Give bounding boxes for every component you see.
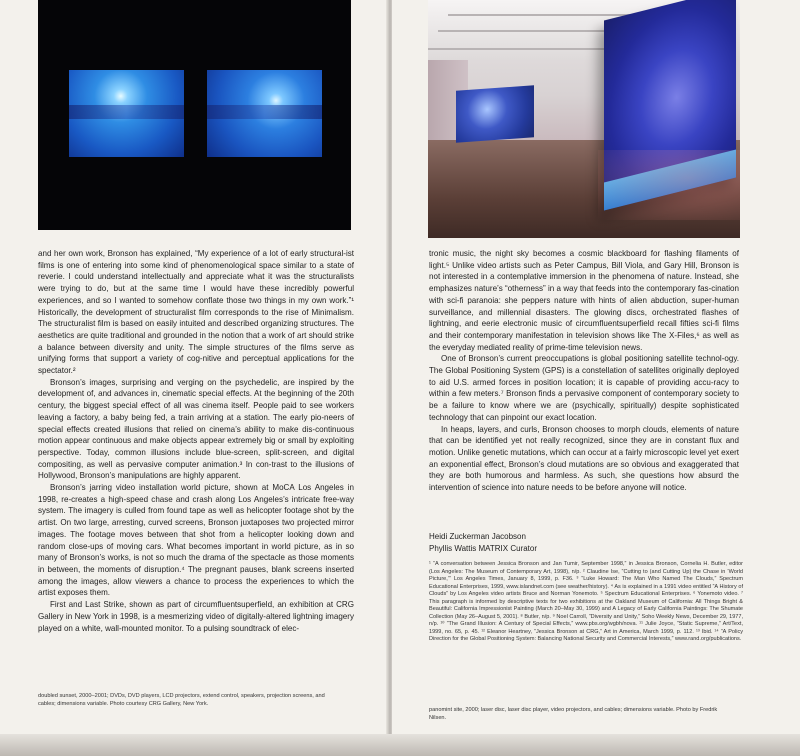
- footnotes: ¹ “A conversation between Jessica Bronson and Jan Tumir, September 1998,” in Jessica Bronson, Cornelia H. Butler, editor (Los Angeles: The Museum of Contemporary Art, 1998), n/p. ² Claudine Ise, “Cutting to (and Cutting Up) the Chase in ‘World Picture,’” Los Angeles Times, January 8, 1999, p. F36. ³ “Luke Howard: The Man Who Named The Clouds,” Spectrum Educational Enterprises, 1999, www.islandnet.com (see weather/history). ⁴ As is explained in a 1991 video entitled “A History of Clouds” by Los Angeles video artists Bruce and Norman Yonemoto. ⁵ Spectrum Educational Enterprises. ⁶ Yonemoto video. ⁷ This paragraph is informed by descriptive texts for two exhibitions at the Oakland Museum of California: All Things Bright & Beautiful: California Impressionist Painting (March 20–May 30, 1999) and A Legacy of Early California Paintings: The Shumate Collection (May 26–August 5, 2001). ⁸ Butler, n/p. ⁹ Noel Carroll, “Diversity and Unity,” Soho Weekly News, December 29, 1977, n/p. ¹⁰ “The Grand Illusion: A Century of Special Effects,” www.pbs.org/wgbh/nova. ¹¹ Julie Joyce, “Static Supreme,” Art/Text, 1999, no. 65, p. 45. ¹² Eleanor Heartney, “Jessica Bronson at CRG,” Art in America, March 1999, p. 112. ¹³ Ibid. ¹⁴ “A Policy Direction for the Global Positioning System: Balancing National Security and Commercial Interests,” www.rand.org/publications.: [429, 561, 743, 642]
- doubled-sunset-photo: [38, 0, 351, 230]
- right-body-text: [429, 248, 739, 494]
- author-title: Phyllis Wattis MATRIX Curator: [429, 543, 538, 553]
- left-sunset-screen: [69, 70, 184, 157]
- right-sunset-screen: [207, 70, 322, 157]
- left-paragraph-4: First and Last Strike, shown as part of circumfluentsuperfield, an exhibition at CRG Gallery in New York in 1998, is a mesmerizing video of digitally-altered lightning imagery played on a white, wall-mounted monitor. To a pulsing soundtrack of elec-: [38, 600, 354, 633]
- page-bottom-shadow: [0, 734, 800, 756]
- right-paragraph-3: In heaps, layers, and curls, Bronson chooses to morph clouds, elements of nature that can be identified yet not really recognized, since they are in constant flux and motion. Unlike genetic mutations, which can occur at a fairly microscopic level yet exert an exponential effect, Bronson’s cloud mutations are so obvious and exaggerated that they are both humorous and harmless. As such, she questions how absurd the intervention of science into nature needs to be before anyone will notice.: [429, 424, 739, 493]
- right-paragraph-1: tronic music, the night sky becomes a cosmic blackboard for flashing filaments of light.⁵ Unlike video artists such as Peter Campus, Bill Viola, and Gary Hill, Bronson is not interested in a contemplative immersion in the phenomena of nature. Instead, she emphasizes nature’s “otherness” in a way that feeds into the contemporary fas-cination with sci-fi paranoia: she peppers nature with hints of alien abduction, super-human surveillance, and millennial disasters. The glowing discs, orchestrated flashes of lightning, and eerie electronic music of circumfluentsuperfield recall fifties sci-fi films and their contemporary manifestation in television shows like The X-Files,⁶ as well as the everyday mediated reality of prime-time television news.: [429, 249, 739, 352]
- author-name: Heidi Zuckerman Jacobson: [429, 532, 526, 541]
- right-paragraph-2: One of Bronson’s current preoccupations is global positioning satellite technol-ogy. The Global Positioning System (GPS) is a constellation of satellites originally deployed to aid U.S. armed forces in position location; it is capable of providing accu-racy to within a few meters.⁷ Bronson finds a pervasive component of contemporary society to be a failure to know where we are (psychically, spiritually) despite sophisticated technology that can pinpoint our exact location.: [429, 354, 739, 422]
- author-signature: [429, 531, 537, 554]
- left-page: [0, 0, 388, 756]
- left-paragraph-3: Bronson’s jarring video installation world picture, shown at MoCA Los Angeles in 1998, re-creates a high-speed chase and crash along Los Angeles’s intricate free-way system. The imagery is culled from found tape as well as helicopter footage shot by the artist. On two large, arresting, curved screens, Bronson juxtaposes two projected mirror images. The footage moves between that shot from a helicopter looking down and random close-ups of moving cars. What becomes important in world picture, as in so many of Bronson’s works, is not so much the drama of the spectacle as those moments in between, the moments of disruption.⁴ The pregnant pauses, blank screens inserted among the images, allow viewers a chance to process the experiences to which the artist exposes them.: [38, 483, 354, 598]
- small-projection-screen: [456, 85, 534, 142]
- gallery-installation-photo: [428, 0, 740, 238]
- ceiling-beam: [448, 14, 638, 16]
- right-page: [392, 0, 800, 756]
- left-paragraph-1: and her own work, Bronson has explained, “My experience of a lot of early structural-ist films is one of entering into some kind of phenomenological space similar to a state of reverie. I could understand intellectually and appreciate what it was the structuralists were trying to do, but at the same time I would have these incredibly powerful experiences, and so I wanted to somehow conflate those two things in my own work.”¹ Historically, the development of structuralist film corresponds to the rise of Minimalism. The structuralist film is based on easily intuited and described organizing structures. The aesthetics are quite traditional and grounded in the notion that a work of art should strike a balance between diversity and unity. The simple structures of the films serve as unifying forms that support a variety of cog-nitive and perceptual applications for the spectator.²: [38, 249, 354, 376]
- left-caption: doubled sunset, 2000–2001; DVDs, DVD players, LCD projectors, extend control, speakers, projection screens, and cables; dimensions variable. Photo courtesy CRG Gallery, New York.: [38, 693, 325, 708]
- right-caption: panomint site, 2000; laser disc, laser disc player, video projectors, and cables; dimensions variable. Photo by Fredrik Nilsen.: [429, 707, 718, 722]
- left-paragraph-2: Bronson’s images, surprising and verging on the psychedelic, are inspired by the development of, and advances in, cinematic special effects. At the beginning of the 20th century, the biggest special effect of all was cinema itself. People paid to see workers leaving a factory, a baby being fed, a train arriving at a station. The early pio-neers of special effects created illusions that relied on cinema’s ability to make dis-continuous motion appear continuous and make objects appear extremely big or small by exploiting perspective. Today, common illusions include blue-screen, split-screen, and digital compositing, as well as pervasive computer animation.³ In con-trast to the illusions of Hollywood, Bronson’s manipulations are highly apparent.: [38, 377, 354, 481]
- left-body-text: [38, 248, 354, 634]
- floor-light-reflection: [598, 150, 740, 220]
